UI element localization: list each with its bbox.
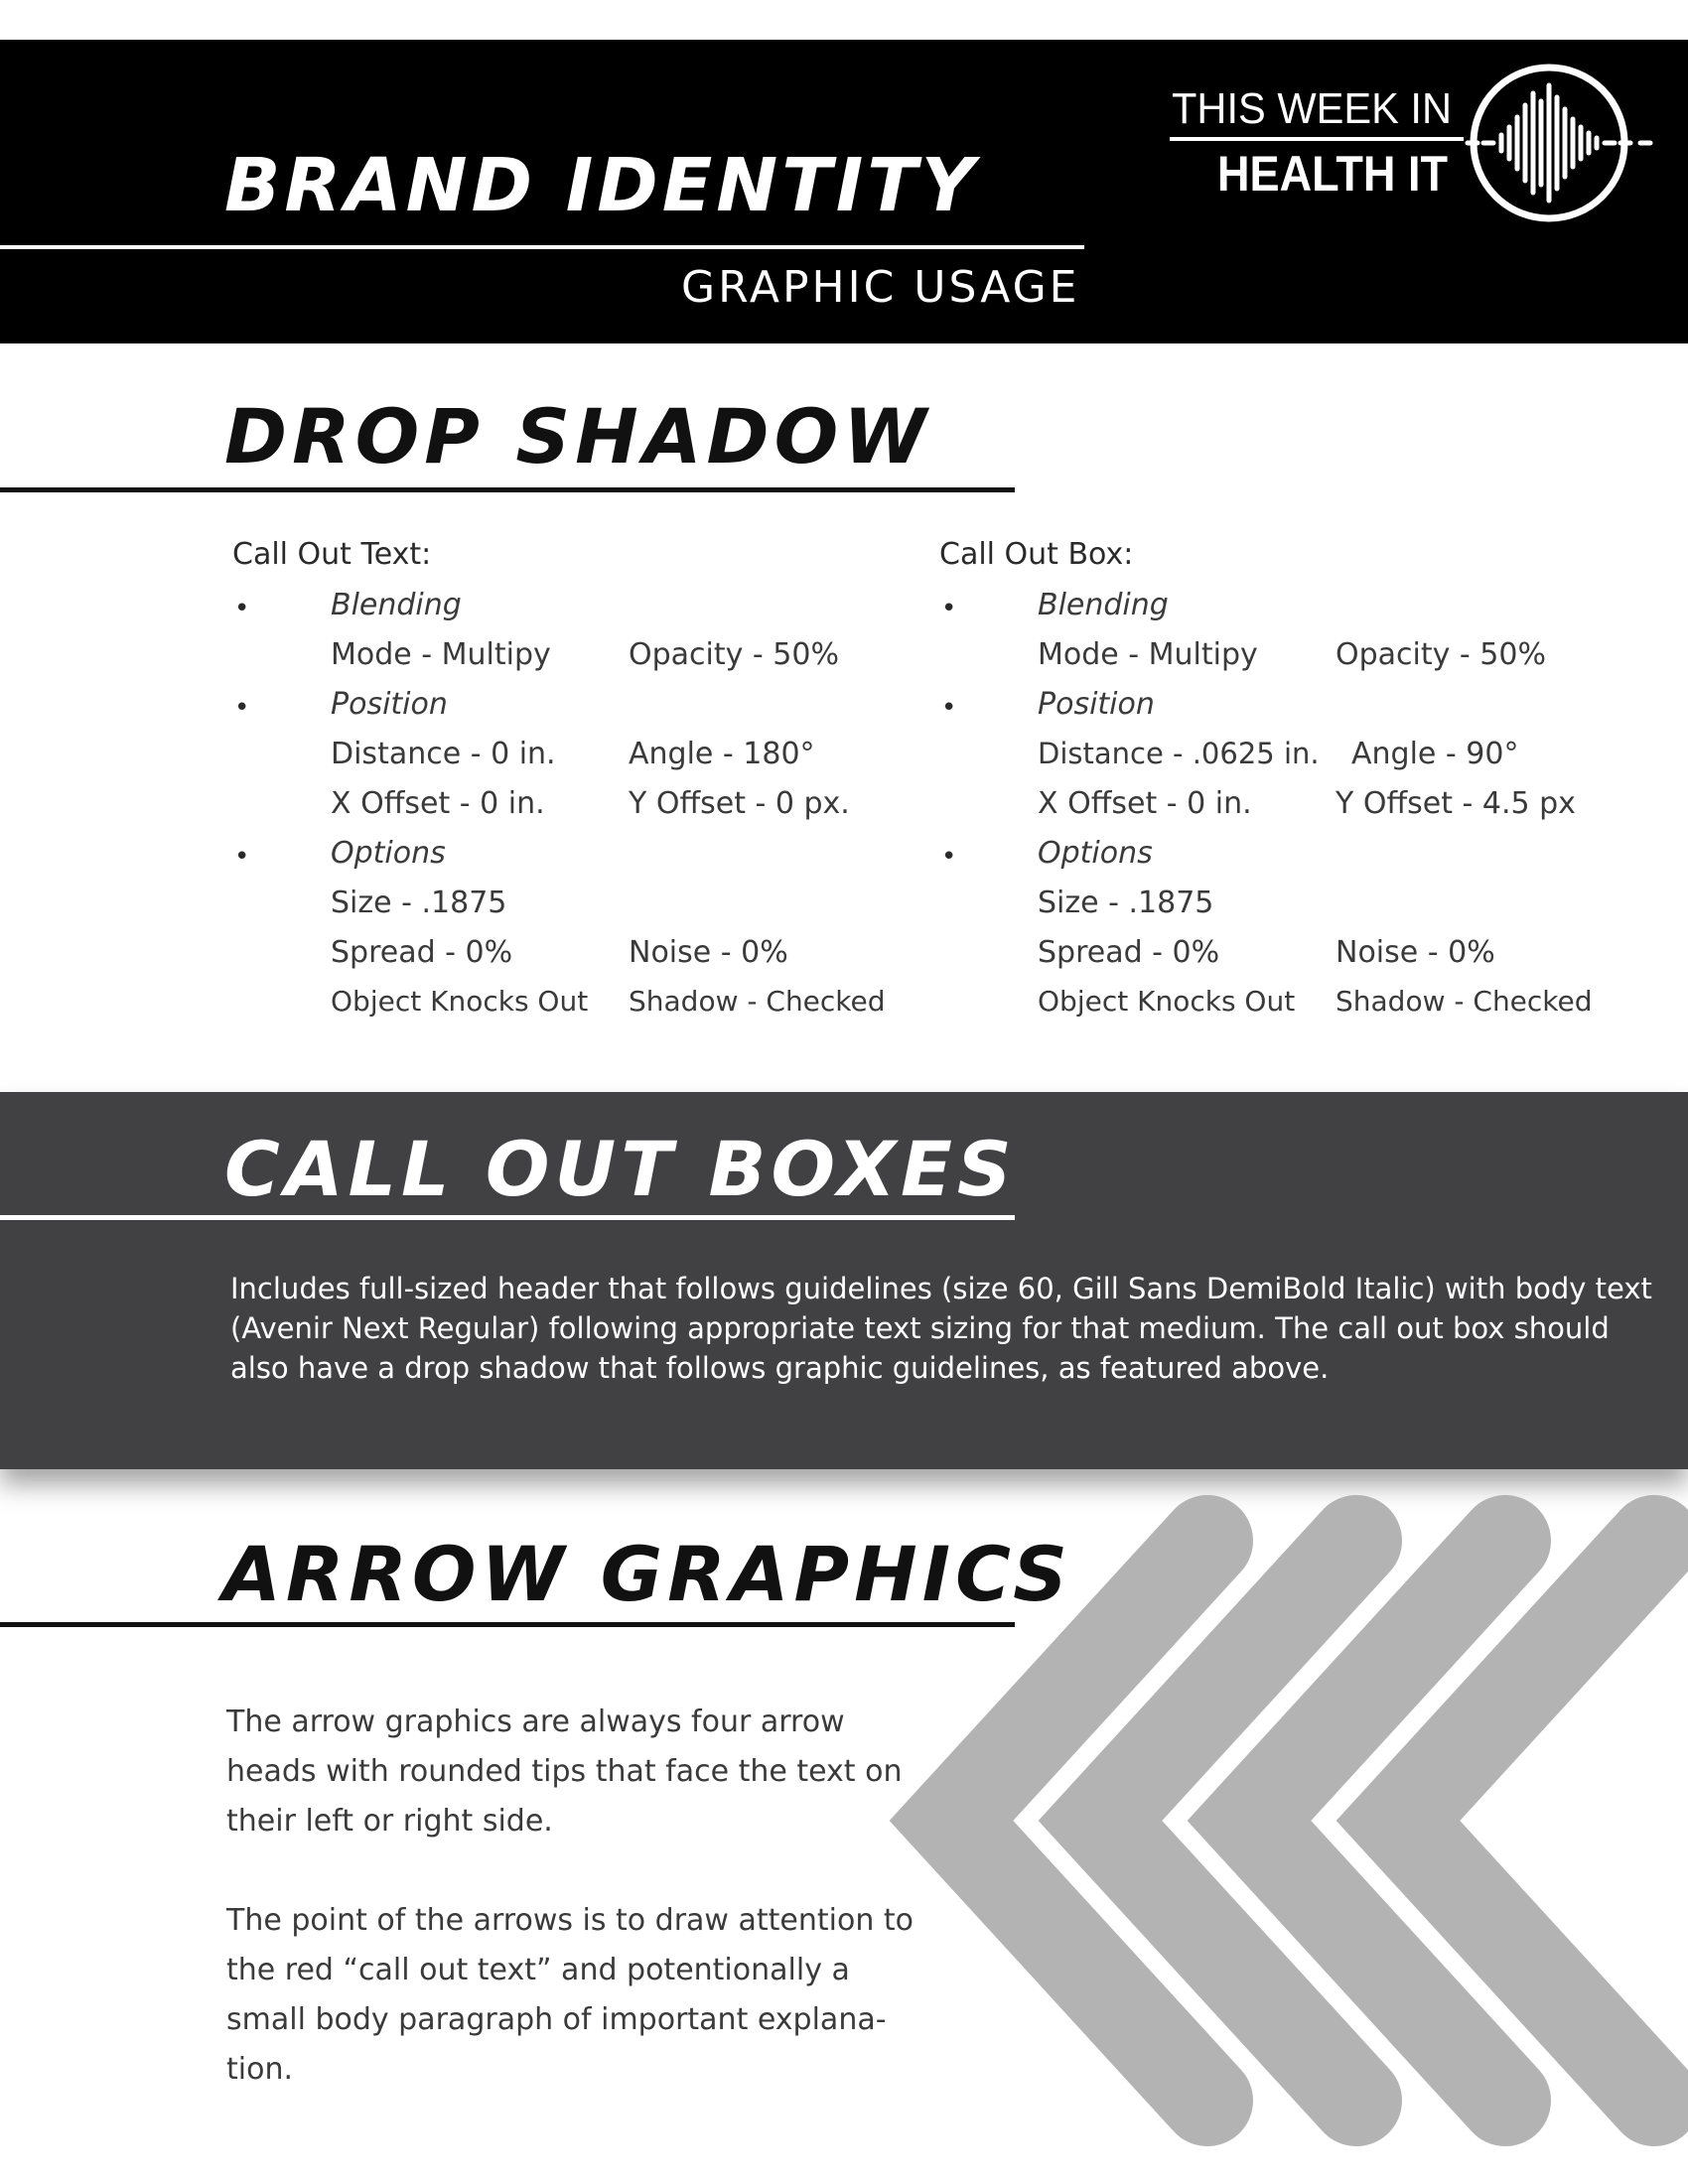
property-value: Distance - .0625 in.	[1038, 737, 1320, 770]
section-divider	[0, 487, 1015, 492]
logo	[1170, 64, 1656, 232]
column-heading: Call Out Box:	[939, 537, 1134, 572]
bullet-icon: •	[941, 594, 957, 623]
logo-line-1: THIS WEEK IN	[1172, 84, 1452, 133]
property-value: Y Offset - 0 px.	[629, 786, 850, 821]
property-group-label: Options	[331, 836, 446, 871]
property-group-label: Position	[331, 687, 448, 722]
page-subtitle: GRAPHIC USAGE	[681, 262, 1080, 313]
property-group-label: Options	[1038, 836, 1153, 871]
property-value: Mode - Multipy	[1038, 637, 1258, 672]
property-value: Shadow - Checked	[629, 985, 886, 1018]
section-divider	[0, 1215, 1015, 1220]
property-value: Spread - 0%	[331, 935, 513, 970]
bullet-icon: •	[941, 693, 957, 723]
body-paragraph: The point of the arrows is to draw attention to the red “call out text” and potentionally a small body paragraph of important explana-tion.	[226, 1903, 914, 2087]
property-value: Object Knocks Out	[331, 985, 589, 1018]
call-out-body: Includes full-sized header that follows guidelines (size 60, Gill Sans DemiBold Italic) with body text (Avenir Next Regular) following appropriate text sizing for that medium. The call out box should also have a drop shadow that follows graphic guidelines, as featured above.	[230, 1272, 1652, 1385]
property-value: Size - .1875	[1038, 886, 1214, 920]
body-paragraph: The arrow graphics are always four arrow heads with rounded tips that face the text on their left or right side.	[226, 1705, 903, 1839]
property-value: Noise - 0%	[629, 935, 788, 970]
property-group-label: Blending	[331, 588, 462, 622]
property-value: Angle - 90°	[1351, 737, 1519, 771]
logo-line-2: HEALTH IT	[1217, 146, 1448, 202]
property-value: X Offset - 0 in.	[1038, 786, 1252, 821]
property-value: Opacity - 50%	[1336, 637, 1546, 672]
property-value: Spread - 0%	[1038, 935, 1220, 970]
section-divider	[0, 1622, 1015, 1627]
column-heading: Call Out Text:	[232, 537, 432, 572]
property-group-label: Blending	[1038, 588, 1169, 622]
property-value: Size - .1875	[331, 886, 507, 920]
property-group-label: Position	[1038, 687, 1155, 722]
property-value: Distance - 0 in.	[331, 737, 556, 771]
property-value: Noise - 0%	[1336, 935, 1495, 970]
property-value: Angle - 180°	[629, 737, 815, 771]
section-title-drop-shadow: DROP SHADOW	[224, 392, 932, 480]
bullet-icon: •	[234, 693, 250, 723]
section-title-arrow-graphics: ARROW GRAPHICS	[222, 1530, 1072, 1618]
section-title-call-out-boxes: CALL OUT BOXES	[224, 1125, 1017, 1213]
property-value: Mode - Multipy	[331, 637, 551, 672]
property-value: X Offset - 0 in.	[331, 786, 545, 821]
bullet-icon: •	[234, 594, 250, 623]
property-value: Shadow - Checked	[1336, 985, 1593, 1018]
property-value: Opacity - 50%	[629, 637, 839, 672]
property-value: Object Knocks Out	[1038, 985, 1296, 1018]
header-divider	[0, 245, 1084, 249]
property-value: Y Offset - 4.5 px	[1336, 786, 1576, 821]
bullet-icon: •	[941, 842, 957, 872]
soundwave-circle-icon	[1468, 68, 1650, 218]
page-title: BRAND IDENTITY	[224, 143, 979, 228]
bullet-icon: •	[234, 842, 250, 872]
